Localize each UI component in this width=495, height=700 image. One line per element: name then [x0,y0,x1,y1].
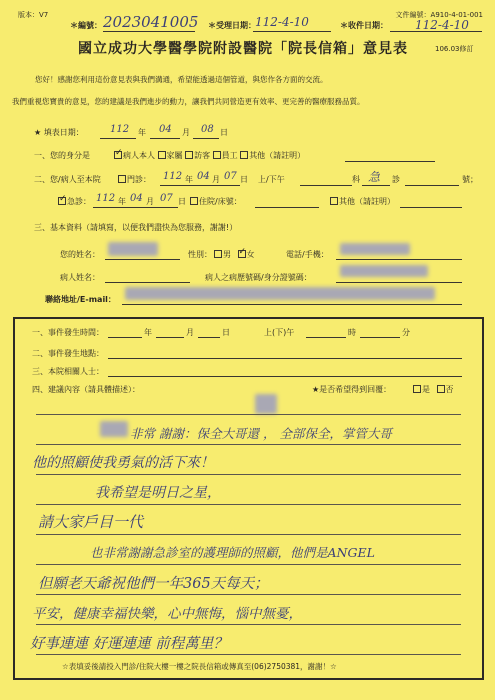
address-label: 聯絡地址/E-mail： [45,295,116,304]
handwriting-line-4: 請大家戶目一代 [38,513,144,531]
address-redacted [125,287,435,302]
fill-date-day: 08 [201,124,214,135]
fill-date-month: 04 [159,124,172,135]
phone-redacted [340,243,410,257]
intro-line-2: 我們重視您寶貴的意見，您的建議是我們進步的動力，讓我們共同營造更有效率、更完善的醫療服務品質。 [12,97,365,106]
q2-other-label: 其他（請註明） [339,197,395,206]
checkbox-reply-yes[interactable] [413,385,421,393]
option-visitor: 訪客 [194,151,211,160]
q2-label: 二、您/病人至本院 [34,175,101,184]
er-month-unit: 月 [146,197,154,206]
patient-id-label: 病人之病歷號碼/身分證號碼： [205,273,312,282]
time-unit-hour: 時 [348,328,356,337]
option-family: 家屬 [166,151,183,160]
form-title: 國立成功大學醫學院附設醫院「院長信箱」意見表 [78,41,408,57]
clinic-label: 診 [392,175,400,184]
time-label: 一、事件發生時間： [32,328,104,337]
place-label: 二、事件發生地點： [32,349,104,358]
document-number: 文件編號：A910-4-01-001 [395,11,483,19]
reply-yes-label: 是 [422,385,430,394]
handwriting-line-1: 非常 謝謝：保全大哥還 ， 全部保全，掌管大哥 [130,426,392,441]
q2-other [330,196,395,207]
q2-inpatient [190,196,242,207]
dept-value: 急 [368,170,381,184]
checkbox-patient[interactable] [114,151,122,159]
handwriting-line-8: 好事連連 好運連連 前程萬里？ [30,636,228,652]
checkbox-outpatient[interactable] [118,175,126,183]
outpatient-month: 04 [197,171,210,182]
q3-label: 三、基本資料（請填寫，以便我們盡快為您服務，謝謝!） [34,223,238,232]
patient-id-redacted [340,265,428,279]
option-patient: 病人本人 [123,151,155,160]
outpatient-year-unit: 年 [185,175,193,184]
gender-options [214,249,255,260]
er-day: 07 [160,193,173,204]
intro-line-1: 您好！感謝您利用這份意見表與我們溝通，希望能透過這個管道，與您作各方面的交流。 [35,75,328,84]
handwriting-redacted [100,421,128,439]
fill-date-day-unit: 日 [220,128,228,137]
accept-date-value: 112-4-10 [255,15,309,29]
checkbox-female[interactable] [238,250,246,258]
outpatient-label: 門診： [127,175,151,184]
gender-female-label: 女 [246,250,255,259]
accept-date-label: ＊受理日期： [208,21,256,30]
staff-label: 三、本院相關人士： [32,367,104,376]
receive-date-value: 112-4-10 [415,18,469,32]
ampm-label: 上/下午 [258,175,285,184]
outpatient-day: 07 [224,171,237,182]
gender-label: 性別： [188,250,212,259]
version-label: 版本：V7 [18,11,49,19]
checkbox-male[interactable] [214,250,222,258]
q1-label: 一、您的身分是 [34,151,90,160]
revision-label: 106.03修訂 [435,45,474,53]
dept-label: 科 [352,175,360,184]
reply-options [413,384,454,395]
q2-er [58,196,91,207]
er-year-unit: 年 [118,197,126,206]
redacted-mark [255,394,277,416]
outpatient-year: 112 [163,171,183,182]
receive-date-label: ＊收件日期： [340,21,388,30]
handwriting-line-5: 也非常謝謝急診室的護理師的照顧，他們是ANGEL [90,545,375,560]
footer-note: ☆表填妥後請投入門診/住院大樓一樓之院長信箱或傳真至(06)2750381，謝謝！☆ [62,662,337,671]
time-unit-minute: 分 [402,328,410,337]
checkbox-q2-other[interactable] [330,197,338,205]
handwriting-line-6: 但願老天爺祝他們一年365天每天； [38,576,269,592]
fill-date-year: 112 [110,124,130,135]
inpatient-label: 住院/床號： [199,197,242,206]
option-staff: 員工 [221,151,238,160]
phone-label: 電話/手機： [286,250,329,259]
time-unit-day: 日 [222,328,230,337]
checkbox-er[interactable] [58,197,66,205]
outpatient-month-unit: 月 [212,175,220,184]
checkbox-inpatient[interactable] [190,197,198,205]
gender-male-label: 男 [223,250,231,259]
handwriting-line-2: 他的照顧使我勇氣的活下來！ [32,455,214,471]
time-unit-ampm: 上(下)午 [264,328,295,337]
time-unit-year: 年 [144,328,152,337]
time-unit-month: 月 [186,328,194,337]
checkbox-reply-no[interactable] [437,385,445,393]
q2-outpatient [118,174,151,185]
checkbox-family[interactable] [158,151,166,159]
er-day-unit: 日 [178,197,186,206]
patient-name-label: 病人姓名： [60,273,100,282]
er-month: 04 [130,193,143,204]
er-label: 急診： [67,197,91,206]
content-label: 四、建議內容（請具體描述）： [32,385,140,394]
number-label: 號； [462,175,478,184]
er-year: 112 [96,193,116,204]
serial-label: ＊編號： [70,21,102,30]
reply-no-label: 否 [445,385,454,394]
checkbox-visitor[interactable] [185,151,193,159]
fill-date-label: ★ 填表日期： [34,128,84,137]
name-label: 您的姓名： [60,250,100,259]
fill-date-month-unit: 月 [182,128,190,137]
checkbox-staff[interactable] [213,151,221,159]
name-redacted [108,242,158,258]
q1-options [114,150,305,161]
handwriting-line-7: 平安，健康幸福快樂，心中無悔，惱中無憂， [32,606,302,622]
option-other: 其他（請註明） [249,151,306,160]
serial-value: 2023041005 [103,13,199,31]
handwriting-line-3: 我希望是明日之星， [95,485,221,501]
outpatient-day-unit: 日 [240,175,248,184]
fill-date-year-unit: 年 [138,128,146,137]
checkbox-other[interactable] [240,151,248,159]
reply-label: ★是否希望得到回覆： [312,385,392,394]
